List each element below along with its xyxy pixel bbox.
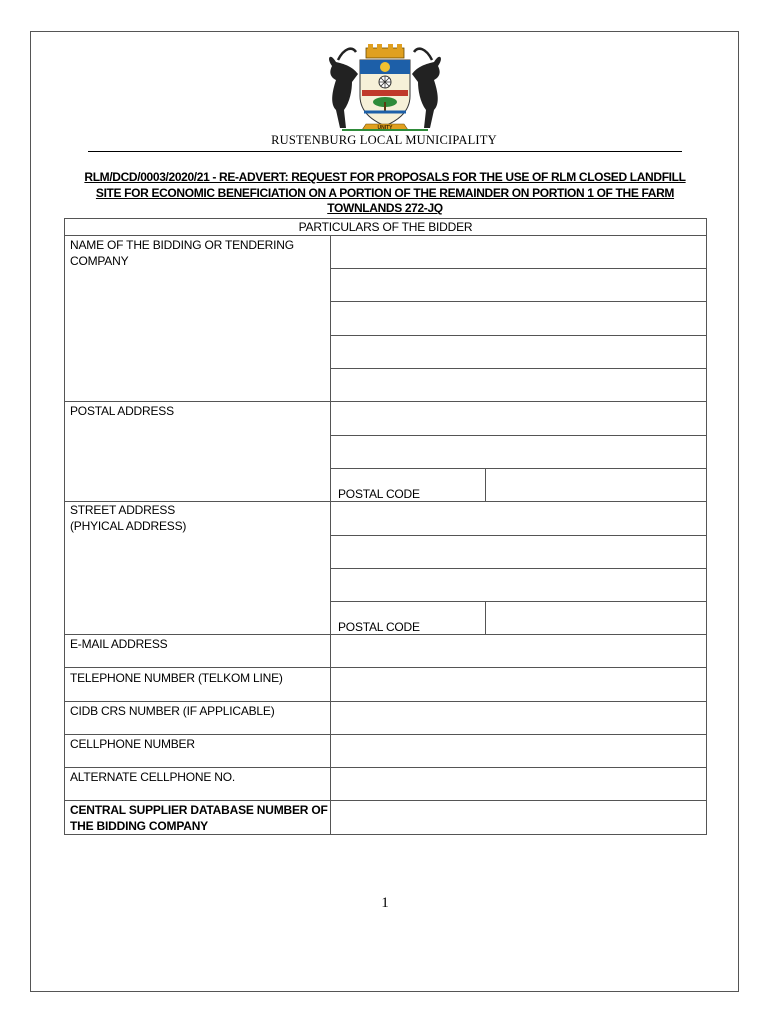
telephone-field[interactable] [331,668,707,701]
street-address-field-line-2[interactable] [331,536,707,568]
company-name-field-line-1[interactable] [331,236,707,268]
company-name-field-line-3[interactable] [331,302,707,335]
company-name-field-line-2[interactable] [331,269,707,301]
postal-address-field-line-1[interactable] [331,402,707,435]
cellphone-label: CELLPHONE NUMBER [70,737,195,751]
alt-cellphone-field[interactable] [331,768,707,800]
street-address-label: STREET ADDRESS (PHYICAL ADDRESS) [70,503,187,533]
postal-address-field-line-2[interactable] [331,436,707,468]
crest-motto: UNITY [377,125,393,131]
postal-code-field-2[interactable] [486,602,707,634]
email-field[interactable] [331,635,707,667]
company-name-label: NAME OF THE BIDDING OR TENDERING COMPANY [70,238,294,268]
document-title: RLM/DCD/0003/2020/21 - RE-ADVERT: REQUEST FOR PROPOSALS FOR THE USE OF RLM CLOSED LANDFILL SITE FOR ECONOMIC BENEFICIATION ON A PORTION OF THE REMAINDER ON PORTION 1 OF THE FARM TOWNLANDS 272-JQ [84,170,686,215]
cellphone-field[interactable] [331,735,707,767]
company-name-field-line-5[interactable] [331,369,707,401]
postal-code-label-1: POSTAL CODE [338,487,420,501]
section-heading: PARTICULARS OF THE BIDDER [298,220,473,234]
cidb-label: CIDB CRS NUMBER (IF APPLICABLE) [70,704,275,718]
csd-number-label: CENTRAL SUPPLIER DATABASE NUMBER OF THE BIDDING COMPANY [70,803,328,833]
postal-code-label-2: POSTAL CODE [338,620,420,634]
csd-number-field[interactable] [331,801,707,834]
cidb-field[interactable] [331,702,707,734]
postal-address-label: POSTAL ADDRESS [70,404,174,418]
postal-code-field-1[interactable] [486,469,707,501]
email-label: E-MAIL ADDRESS [70,637,168,651]
street-address-field-line-1[interactable] [331,502,707,535]
alt-cellphone-label: ALTERNATE CELLPHONE NO. [70,770,235,784]
page-number: 1 [381,895,389,911]
telephone-label: TELEPHONE NUMBER (TELKOM LINE) [70,671,283,685]
street-address-field-line-3[interactable] [331,569,707,601]
company-name-field-line-4[interactable] [331,336,707,368]
municipality-name: RUSTENBURG LOCAL MUNICIPALITY [271,133,497,147]
